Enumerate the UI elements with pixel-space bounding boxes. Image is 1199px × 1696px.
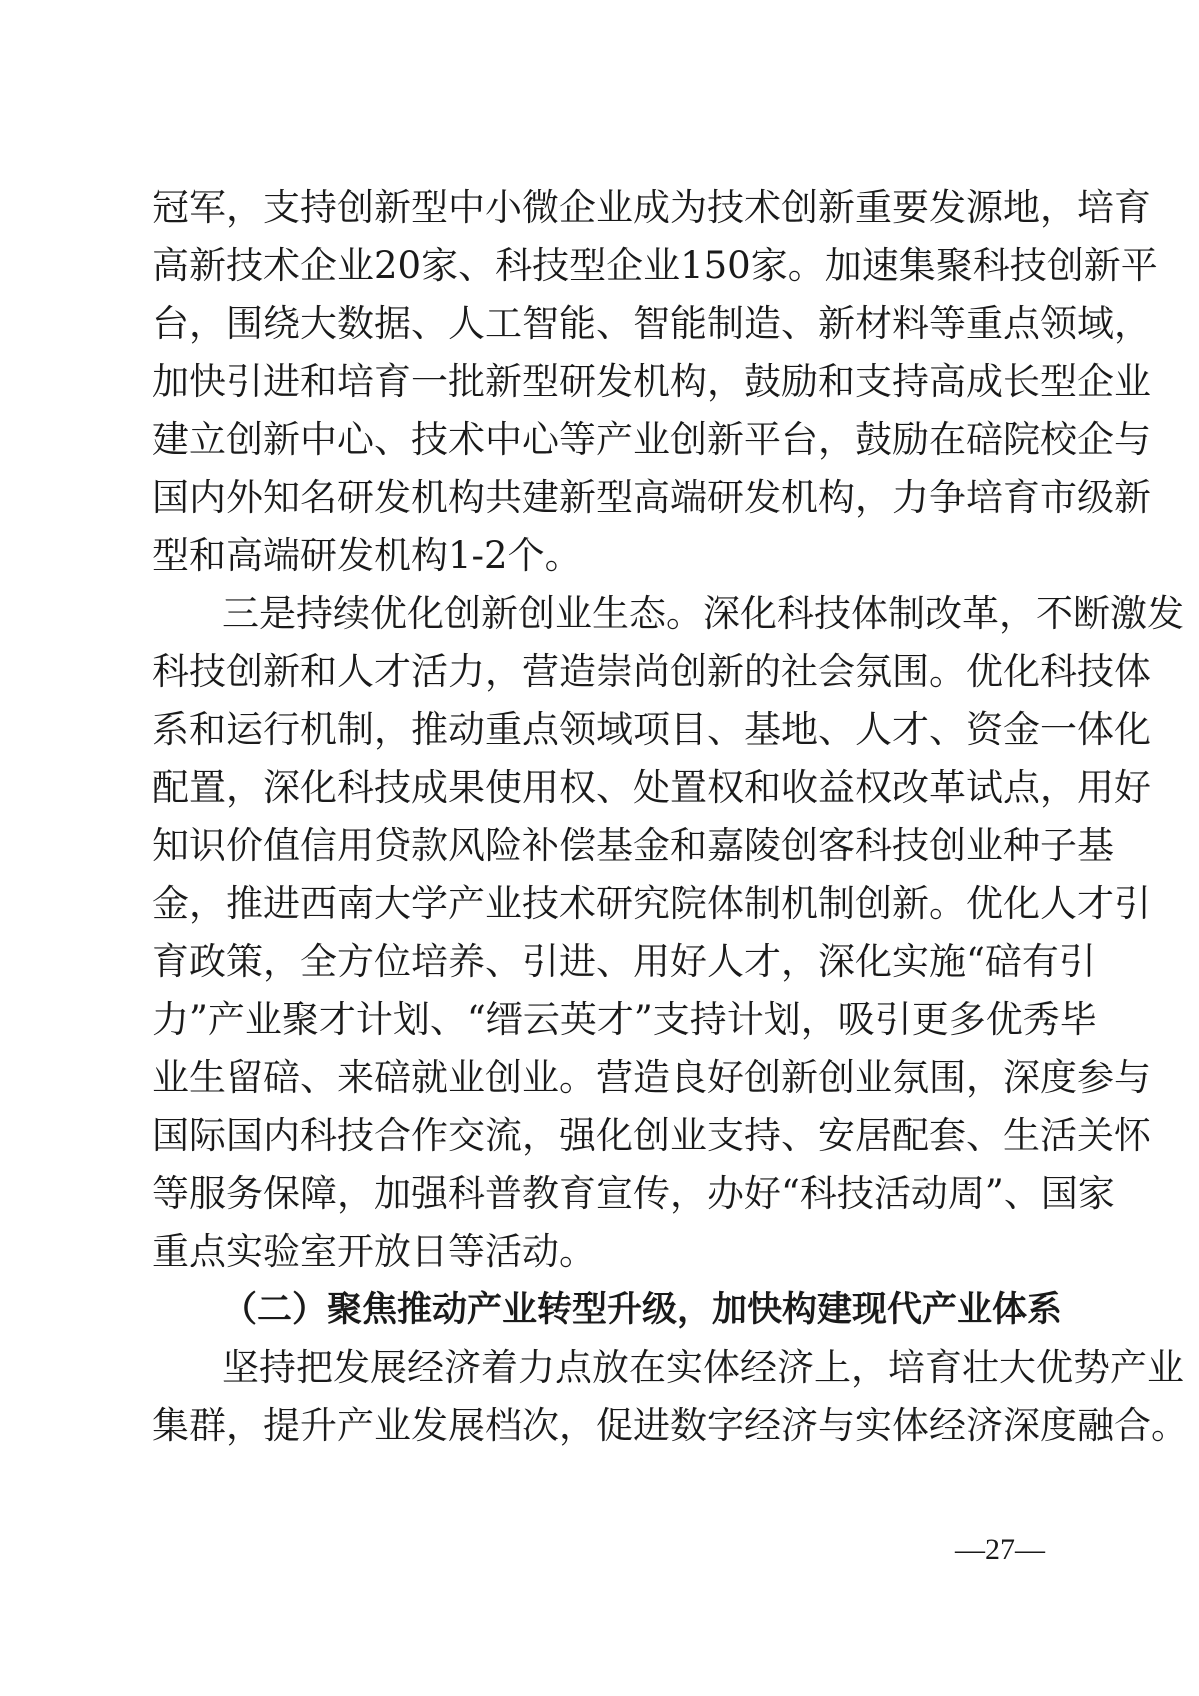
- paragraph-line: 集群，提升产业发展档次，促进数字经济与实体经济深度融合。: [152, 1404, 1188, 1447]
- paragraph-line: 高新技术企业20家、科技型企业150家。加速集聚科技创新平: [152, 244, 1158, 287]
- paragraph-line: 重点实验室开放日等活动。: [152, 1230, 596, 1273]
- paragraph-line: 育政策，全方位培养、引进、用好人才，深化实施“碚有引: [152, 940, 1096, 983]
- paragraph-line: 等服务保障，加强科普教育宣传，办好“科技活动周”、国家: [152, 1172, 1115, 1215]
- paragraph-line: 科技创新和人才活力，营造崇尚创新的社会氛围。优化科技体: [152, 650, 1151, 693]
- paragraph-line: 加快引进和培育一批新型研发机构，鼓励和支持高成长型企业: [152, 360, 1151, 403]
- paragraph-line: 台，围绕大数据、人工智能、智能制造、新材料等重点领域，: [152, 302, 1151, 345]
- paragraph-line: 配置，深化科技成果使用权、处置权和收益权改革试点，用好: [152, 766, 1151, 809]
- paragraph-line: 建立创新中心、技术中心等产业创新平台，鼓励在碚院校企与: [152, 418, 1151, 461]
- paragraph-line: 三是持续优化创新创业生态。深化科技体制改革，不断激发: [222, 592, 1184, 635]
- page-number: —27—: [955, 1533, 1045, 1566]
- paragraph-line: 型和高端研发机构1-2个。: [152, 534, 582, 577]
- paragraph-line: 业生留碚、来碚就业创业。营造良好创新创业氛围，深度参与: [152, 1056, 1151, 1099]
- section-heading: （二）聚焦推动产业转型升级，加快构建现代产业体系: [222, 1290, 1063, 1330]
- paragraph-line: 国际国内科技合作交流，强化创业支持、安居配套、生活关怀: [152, 1114, 1151, 1157]
- paragraph-line: 坚持把发展经济着力点放在实体经济上，培育壮大优势产业: [222, 1346, 1184, 1389]
- paragraph-line: 冠军，支持创新型中小微企业成为技术创新重要发源地，培育: [152, 186, 1151, 229]
- paragraph-line: 国内外知名研发机构共建新型高端研发机构，力争培育市级新: [152, 476, 1151, 519]
- paragraph-line: 知识价值信用贷款风险补偿基金和嘉陵创客科技创业种子基: [152, 824, 1114, 867]
- paragraph-line: 力”产业聚才计划、“缙云英才”支持计划，吸引更多优秀毕: [152, 998, 1097, 1041]
- paragraph-line: 金，推进西南大学产业技术研究院体制机制创新。优化人才引: [152, 882, 1151, 925]
- paragraph-line: 系和运行机制，推动重点领域项目、基地、人才、资金一体化: [152, 708, 1151, 751]
